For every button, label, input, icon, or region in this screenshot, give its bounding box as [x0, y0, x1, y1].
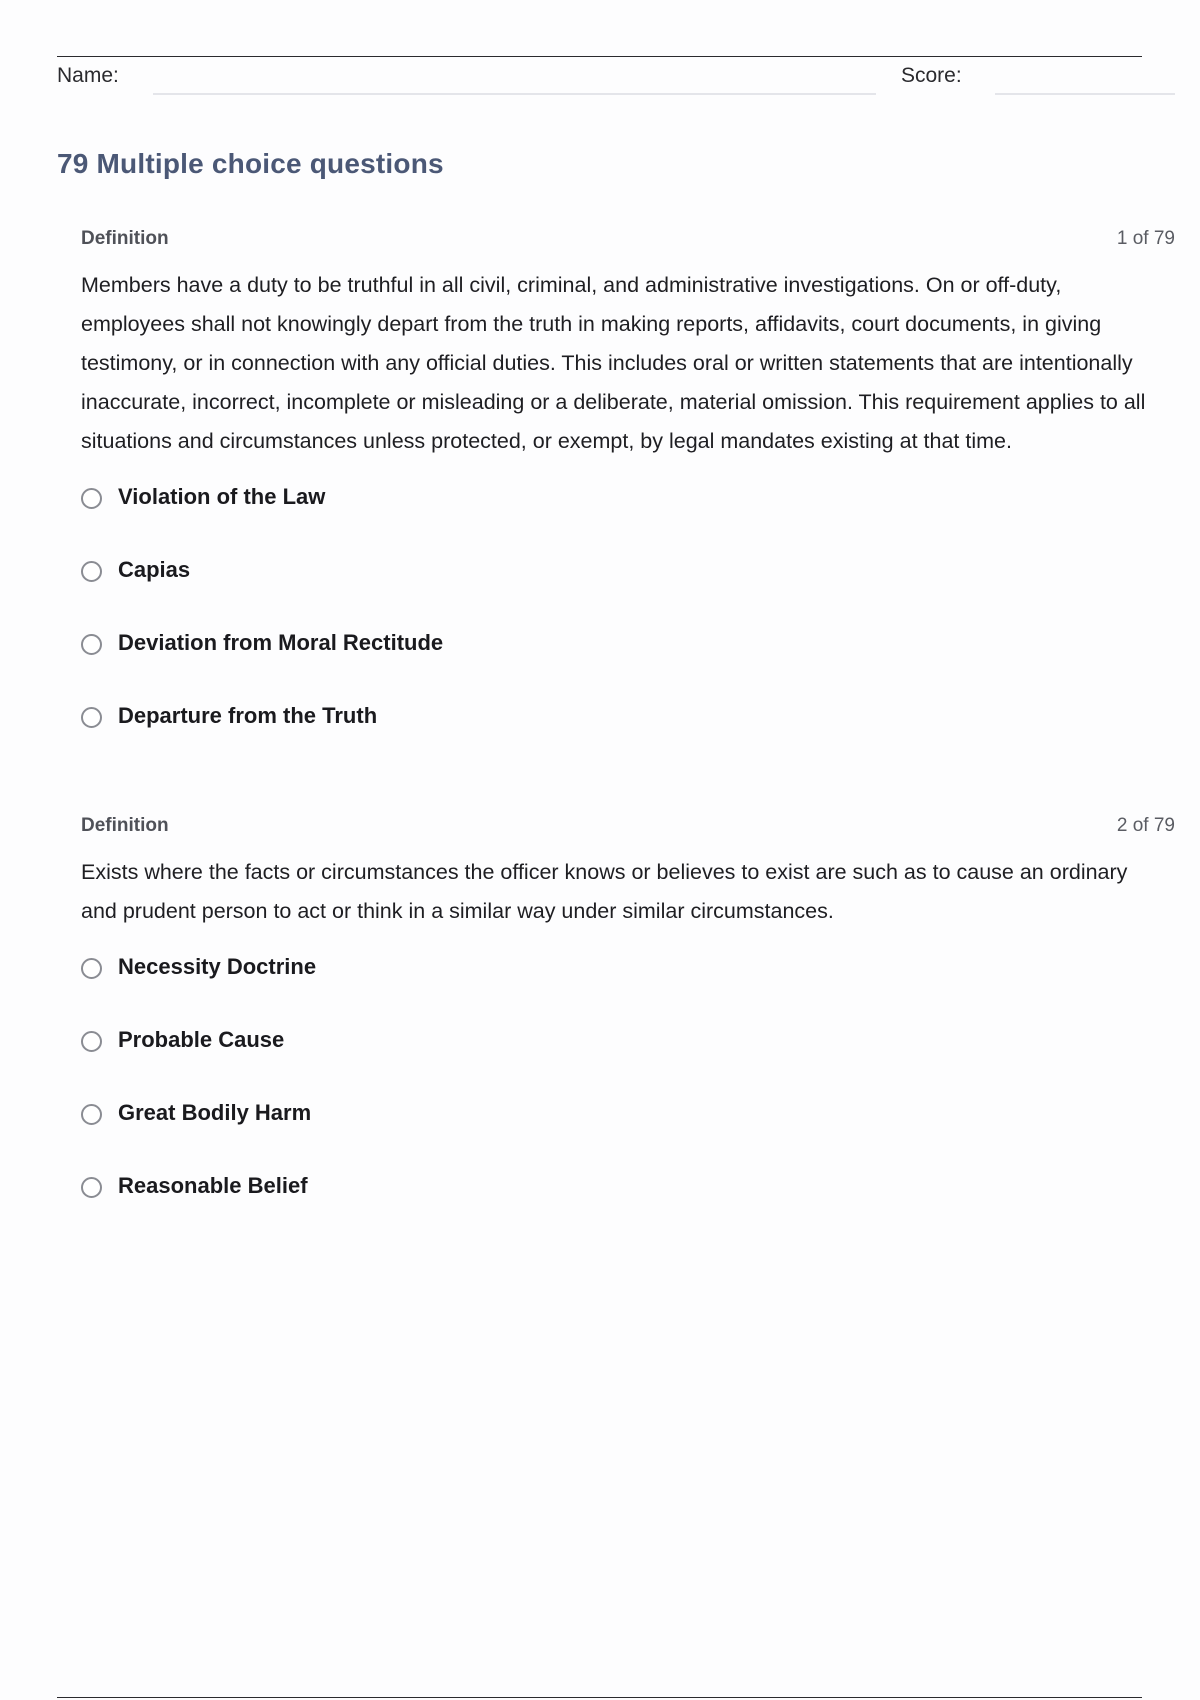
answer-option[interactable] — [81, 1022, 1175, 1095]
question-type-label: Definition — [81, 815, 169, 836]
answer-option-label: Violation of the Law — [118, 484, 326, 509]
question-counter: 1 of 79 — [1116, 228, 1175, 249]
radio-button-icon[interactable] — [81, 1104, 102, 1125]
question-header — [81, 228, 1175, 256]
question-counter: 2 of 79 — [1116, 815, 1175, 836]
answer-option[interactable] — [81, 698, 1175, 771]
question-header — [81, 815, 1175, 843]
radio-button-icon[interactable] — [81, 634, 102, 655]
answer-option-label: Reasonable Belief — [118, 1173, 308, 1198]
question-2 — [81, 815, 1175, 1241]
answer-option[interactable] — [81, 1168, 1175, 1241]
answer-options — [81, 949, 1175, 1241]
answer-option-label: Necessity Doctrine — [118, 954, 317, 979]
radio-button-icon[interactable] — [81, 561, 102, 582]
score-field[interactable] — [995, 93, 1175, 95]
radio-button-icon[interactable] — [81, 958, 102, 979]
question-1 — [81, 228, 1175, 771]
score-label: Score: — [901, 64, 962, 87]
question-type-label: Definition — [81, 228, 169, 249]
radio-button-icon[interactable] — [81, 707, 102, 728]
answer-option[interactable] — [81, 552, 1175, 625]
page-title: 79 Multiple choice questions — [57, 148, 444, 179]
radio-button-icon[interactable] — [81, 1177, 102, 1198]
answer-option[interactable] — [81, 625, 1175, 698]
name-label: Name: — [57, 64, 119, 87]
name-field[interactable] — [153, 93, 876, 95]
bottom-rule — [57, 1697, 1142, 1698]
answer-option-label: Great Bodily Harm — [118, 1100, 312, 1125]
answer-option-label: Departure from the Truth — [118, 703, 378, 728]
worksheet-header — [57, 62, 1177, 98]
answer-option-label: Deviation from Moral Rectitude — [118, 630, 444, 655]
answer-options — [81, 479, 1175, 771]
answer-option[interactable] — [81, 949, 1175, 1022]
question-text: Members have a duty to be truthful in all civil, criminal, and administrative investigations. On or off-duty, employees shall not knowingly depart from the truth in making reports, affidavits, court documents, in giving testimony, or in connection with any official duties. This includes oral or written statements that are intentionally inaccurate, incorrect, incomplete or misleading or a deliberate, material omission. This requirement applies to all situations and circumstances unless protected, or exempt, by legal mandates existing at that time. — [81, 273, 1146, 453]
radio-button-icon[interactable] — [81, 1031, 102, 1052]
answer-option[interactable] — [81, 1095, 1175, 1168]
top-rule — [57, 56, 1142, 57]
radio-button-icon[interactable] — [81, 488, 102, 509]
answer-option-label: Probable Cause — [118, 1027, 285, 1052]
answer-option-label: Capias — [118, 557, 191, 582]
question-text: Exists where the facts or circumstances the officer knows or believes to exist are such as to cause an ordinary and prudent person to act or think in a similar way under similar circumstances. — [81, 860, 1128, 923]
answer-option[interactable] — [81, 479, 1175, 552]
